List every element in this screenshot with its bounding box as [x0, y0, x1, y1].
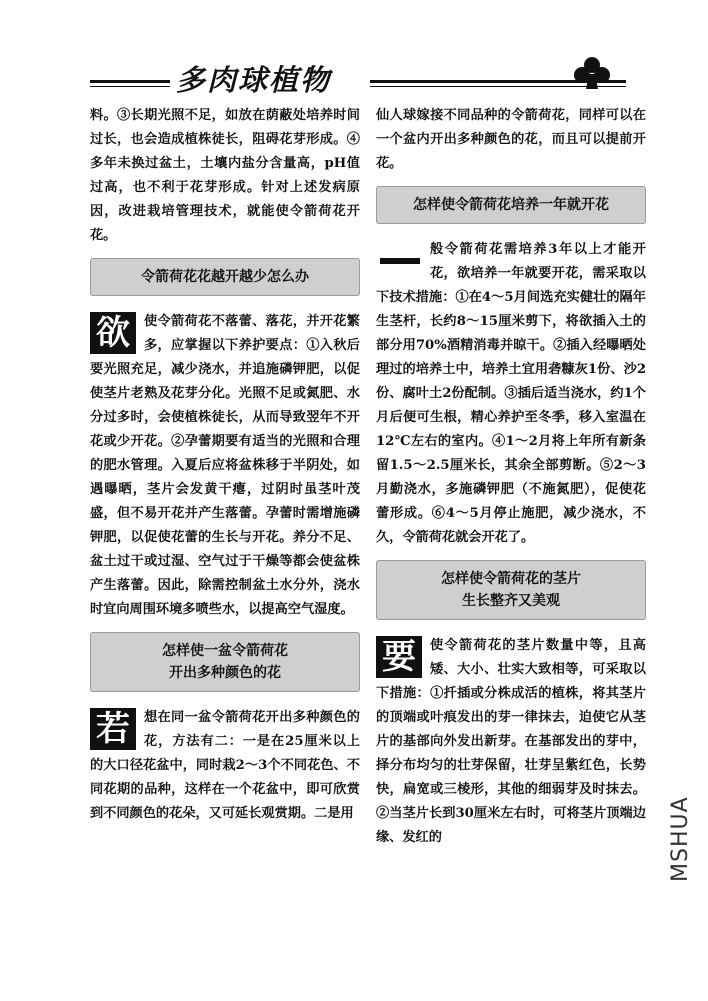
section-title: 多肉球植物: [176, 63, 332, 97]
paragraph: [90, 706, 360, 826]
drop-cap: 要: [376, 636, 422, 678]
paragraph: 料。③长期光照不足，如放在荫蔽处培养时间过长，也会造成植株徒长，阻碍花芽形成。④多年未换过盆土，土壤内盐分含量高，pH值过高，也不利于花芽形成。针对上述发病原因，改进栽培管理技术，就能使令箭荷花开花。: [90, 108, 360, 243]
paragraph-text: 般令箭荷花需培养3年以上才能开花，欲培养一年就要开花，需采取以下技术措施：①在4～5月间选充实健壮的隔年生茎杆，长约8～15厘米剪下，将欲插入土的部分用70%酒精消毒并晾干。②插入经曝晒处理过的培养土中，培养土宜用砻糠灰1份、沙2份、腐叶土2份配制。③插后适当浇水，约1个月后便可生根，精心养护至冬季，移入室温在12℃左右的室内。④1～2月将上年所有新条留1.5～2.5厘米长，其余全部剪断。⑤2～3月勤浇水，多施磷钾肥（不施氮肥），促使花蕾形成。⑥4～5月停止施肥，减少浇水，不久，令箭荷花就会开花了。: [376, 242, 646, 545]
section-heading: 怎样使令箭荷花培养一年就开花: [376, 186, 646, 224]
paragraph: [90, 310, 360, 622]
heading-line: 怎样使令箭荷花的茎片: [441, 571, 581, 587]
section-heading: 令箭荷花花越开越少怎么办: [90, 258, 360, 296]
paragraph-text: 使令箭荷花的茎片数量中等，且高矮、大小、壮实大致相等，可采取以下措施：①扦插或分株成活的植株，将其茎片的顶端或叶痕发出的芽一律抹去，迫使它从茎片的基部向外发出新芽。在基部发出的芽中，择分布均匀的壮芽保留，壮芽呈紫红色，长势快，扁宽或三棱形，其他的细弱芽及时抹去。②当茎片长到30厘米左右时，可将茎片顶端边缘、发红的: [376, 638, 646, 845]
paragraph-text: 想在同一盆令箭荷花开出多种颜色的花，方法有二：一是在25厘米以上的大口径花盆中，同时栽2～3个不同花色、不同花期的品种，这样在一个花盆中，即可欣赏到不同颜色的花朵，又可延长观赏期。二是用: [90, 710, 360, 821]
header-rule: [90, 80, 170, 83]
right-column: [376, 104, 646, 850]
heading-line: 怎样使一盆令箭荷花: [162, 643, 288, 659]
heading-line: 开出多种颜色的花: [169, 665, 281, 681]
watermark: MSHUA: [668, 796, 693, 882]
heading-line: 生长整齐又美观: [462, 593, 560, 609]
paragraph: [376, 238, 646, 550]
section-heading: [376, 560, 646, 620]
page-header: [90, 56, 650, 100]
paragraph: 仙人球嫁接不同品种的令箭荷花，同样可以在一个盆内开出多种颜色的花，而且可以提前开花。: [376, 108, 646, 171]
paragraph-text: 使令箭荷花不落蕾、落花，并开花繁多，应掌握以下养护要点：①入秋后要光照充足，减少浇水，并追施磷钾肥，以促使茎片老熟及花芽分化。光照不足或氮肥、水分过多时，会使植株徒长，从而导致翌年不开花或少开花。②孕蕾期要有适当的光照和合理的肥水管理。入夏后应将盆株移于半阴处，如遇曝晒，茎片会发黄干瘪，过阴时虽茎叶茂盛，但不易开花并产生落蕾。孕蕾时需增施磷钾肥，以促使花蕾的生长与开花。养分不足、盆土过干或过湿、空气过于干燥等都会使盆株产生落蕾。因此，除需控制盆土水分外，浇水时宜向周围环境多喷些水，以提高空气湿度。: [90, 314, 360, 617]
paragraph: [376, 634, 646, 850]
header-rule: [90, 86, 170, 87]
club-icon: [572, 56, 612, 90]
section-heading: [90, 632, 360, 692]
left-column: [90, 104, 360, 826]
drop-cap: 若: [90, 708, 136, 750]
drop-cap: 欲: [90, 312, 136, 354]
drop-cap: [376, 240, 422, 282]
